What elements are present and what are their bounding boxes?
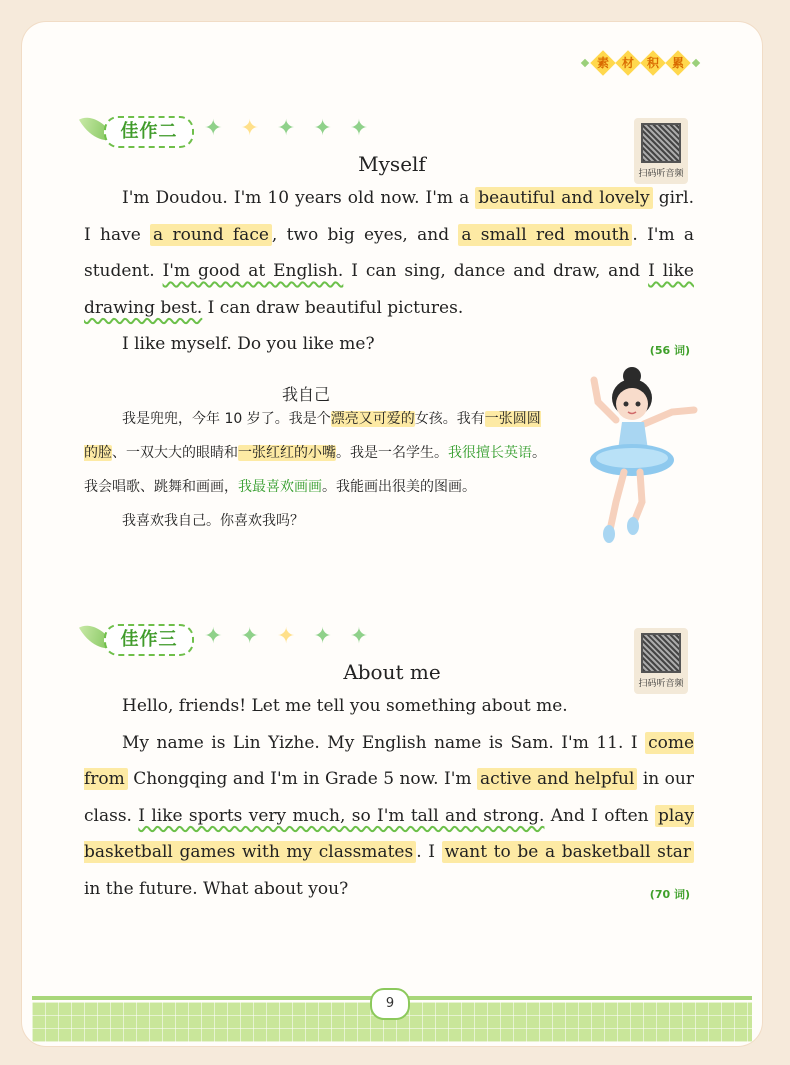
highlight: 漂亮又可爱的 bbox=[330, 411, 415, 427]
sparkles-decoration bbox=[204, 626, 368, 648]
green-text: 我最喜欢画画 bbox=[238, 479, 322, 495]
qr-label: 扫码听音频 bbox=[638, 169, 684, 179]
sparkle-icon: ✦ bbox=[349, 624, 369, 649]
diamond-dot-icon bbox=[692, 59, 700, 67]
sparkle-icon: ✦ bbox=[313, 624, 332, 649]
header-tag-char: 累 bbox=[665, 50, 690, 75]
paragraph: I'm Doudou. I'm 10 years old now. I'm a beautiful and lovely girl. I have a round face , two big eyes, and a small red mouth . I'm a student. I'm good at English. I can sing, dance and draw, and I like drawing best. I can draw beautiful pictures. bbox=[84, 188, 695, 318]
highlight: 一张红红的小嘴 bbox=[238, 445, 336, 461]
paragraph: I like myself. Do you like me? bbox=[122, 334, 375, 354]
essay-title: About me bbox=[343, 660, 441, 684]
translation-body bbox=[84, 402, 554, 538]
word-count: (56 词) bbox=[649, 344, 690, 357]
highlight: want to be a basketball star bbox=[442, 841, 694, 863]
diamond-dot-icon bbox=[581, 59, 589, 67]
section-label-3 bbox=[86, 618, 386, 658]
paragraph: 我喜欢我自己。你喜欢我吗？ bbox=[122, 513, 304, 529]
section-label: 佳作三 bbox=[104, 624, 194, 656]
header-tag-char: 积 bbox=[640, 50, 665, 75]
highlight: 一张圆圆的脸 bbox=[84, 411, 541, 461]
wavy-underline: I like sports very much, so I'm tall and strong. bbox=[138, 805, 545, 826]
highlight: active and helpful bbox=[477, 768, 637, 790]
header-tag-char: 素 bbox=[590, 50, 615, 75]
paragraph: Hello, friends! Let me tell you something about me. bbox=[122, 696, 568, 716]
sparkle-icon: ✦ bbox=[204, 116, 223, 141]
page-number: 9 bbox=[370, 988, 410, 1020]
essay-body-en bbox=[84, 688, 694, 907]
sparkle-icon: ✦ bbox=[276, 116, 296, 141]
qr-label: 扫码听音频 bbox=[638, 679, 684, 689]
sparkles-decoration bbox=[204, 118, 368, 140]
sparkle-icon: ✦ bbox=[204, 624, 223, 649]
translation-title: 我自己 bbox=[282, 385, 331, 404]
header-tag-char: 材 bbox=[615, 50, 640, 75]
highlight: play basketball games with my classmates bbox=[84, 805, 695, 862]
section-label-2 bbox=[86, 110, 386, 150]
green-text: 我很擅长英语 bbox=[448, 445, 532, 461]
essay-body-en bbox=[84, 180, 694, 363]
paragraph: My name is Lin Yizhe. My English name is Sam. I'm 11. I come from Chongqing and I'm in Grade 5 now. I'm active and helpful in our class. I like sports very much, so I'm tall and strong. And I often play basketball games with my classmates . I want to be a basketball star in the future. What about you? bbox=[84, 732, 695, 899]
sparkle-icon: ✦ bbox=[240, 116, 259, 141]
highlight: a small red mouth bbox=[458, 224, 632, 246]
highlight: beautiful and lovely bbox=[475, 187, 652, 209]
highlight: a round face bbox=[150, 224, 272, 246]
essay-title: Myself bbox=[358, 152, 426, 176]
sparkle-icon: ✦ bbox=[276, 624, 296, 649]
wavy-underline: I'm good at English. bbox=[162, 261, 344, 281]
sparkle-icon: ✦ bbox=[313, 116, 332, 141]
sparkle-icon: ✦ bbox=[349, 116, 369, 141]
wavy-underline: I like drawing best. bbox=[84, 261, 694, 318]
page bbox=[22, 22, 762, 1046]
highlight: come from bbox=[84, 732, 694, 789]
section-label: 佳作二 bbox=[104, 116, 194, 148]
sparkle-icon: ✦ bbox=[240, 624, 259, 649]
word-count: (70 词) bbox=[649, 888, 690, 901]
ballerina-illustration bbox=[554, 362, 704, 552]
paragraph: 我是兜兜，今年 10 岁了。我是个漂亮又可爱的女孩。我有一张圆圆的脸、一双大大的眼睛和一张红红的小嘴。我是一名学生。我很擅长英语。我会唱歌、跳舞和画画，我最喜欢画画。我能画出很美的图画。 bbox=[84, 411, 546, 495]
header-tag bbox=[581, 54, 700, 72]
